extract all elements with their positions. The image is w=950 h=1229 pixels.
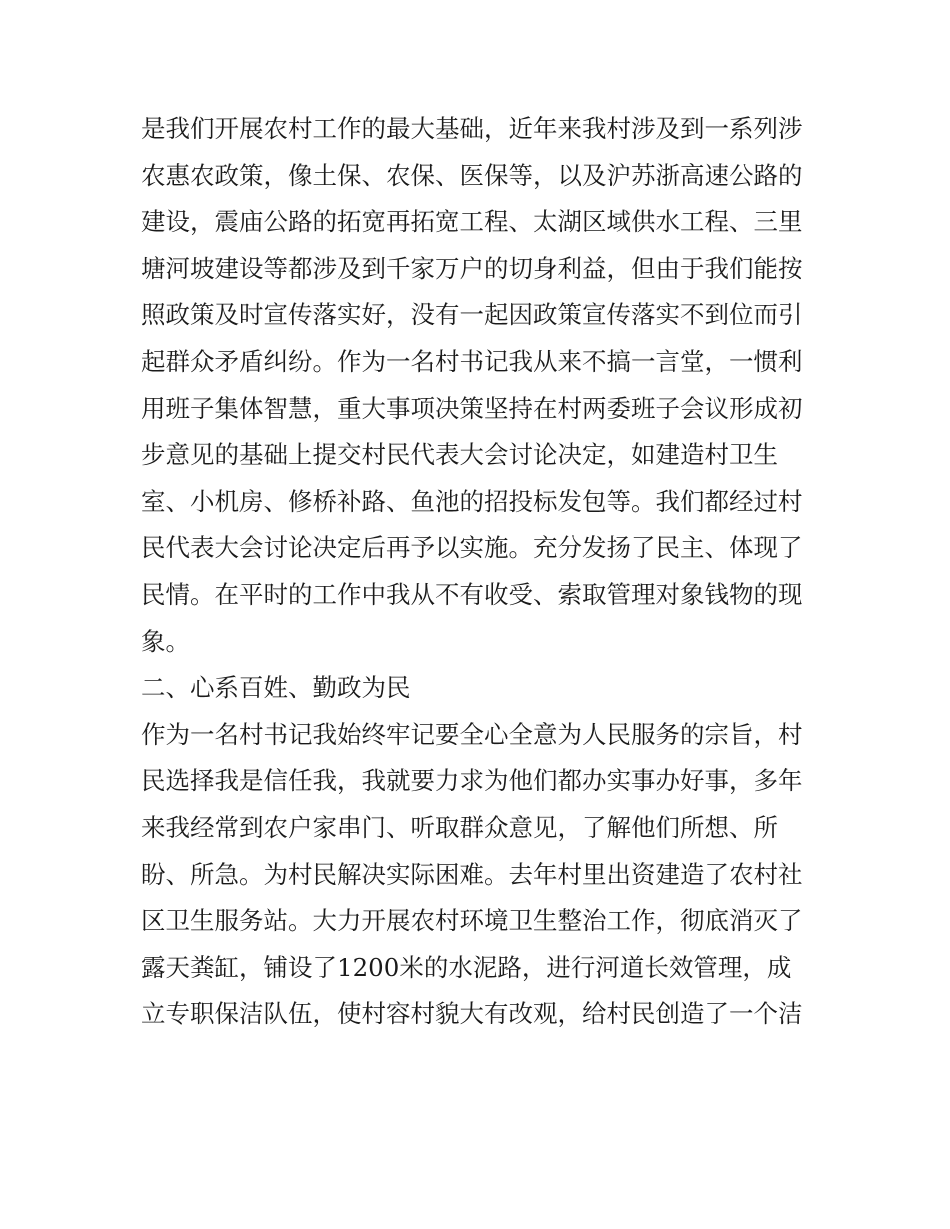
text-line: 室、小机房、修桥补路、鱼池的招投标发包等。我们都经过村 <box>141 486 803 516</box>
text-line: 立专职保洁队伍，使村容村貌大有改观，给村民创造了一个洁 <box>141 999 803 1029</box>
text-line: 盼、所急。为村民解决实际困难。去年村里出资建造了农村社 <box>141 859 803 889</box>
text-line: 建设，震庙公路的拓宽再拓宽工程、太湖区域供水工程、三里 <box>141 207 803 237</box>
text-line: 起群众矛盾纠纷。作为一名村书记我从来不搞一言堂，一惯利 <box>141 346 803 376</box>
text-line: 塘河坡建设等都涉及到千家万户的切身利益，但由于我们能按 <box>141 253 803 283</box>
text-line: 步意见的基础上提交村民代表大会讨论决定，如建造村卫生 <box>141 440 778 470</box>
body-text <box>141 106 821 1038</box>
text-line: 照政策及时宣传落实好，没有一起因政策宣传落实不到位而引 <box>141 300 803 330</box>
text-line: 民选择我是信任我，我就要力求为他们都办实事办好事，多年 <box>141 766 803 796</box>
text-line: 来我经常到农户家串门、听取群众意见，了解他们所想、所 <box>141 812 778 842</box>
text-line: 露天粪缸，铺设了1200米的水泥路，进行河道长效管理，成 <box>141 952 792 982</box>
text-line: 民代表大会讨论决定后再予以实施。充分发扬了民主、体现了 <box>141 533 803 563</box>
text-line: 用班子集体智慧，重大事项决策坚持在村两委班子会议形成初 <box>141 393 803 423</box>
text-line: 作为一名村书记我始终牢记要全心全意为人民服务的宗旨，村 <box>141 719 803 749</box>
text-line: 象。 <box>141 626 190 656</box>
text-line: 民情。在平时的工作中我从不有收受、索取管理对象钱物的现 <box>141 579 803 609</box>
section-heading: 二、心系百姓、勤政为民 <box>141 673 411 703</box>
text-line: 农惠农政策，像土保、农保、医保等，以及沪苏浙高速公路的 <box>141 160 803 190</box>
text-line: 区卫生服务站。大力开展农村环境卫生整治工作，彻底消灭了 <box>141 906 803 936</box>
text-line: 是我们开展农村工作的最大基础，近年来我村涉及到一系列涉 <box>141 114 803 143</box>
